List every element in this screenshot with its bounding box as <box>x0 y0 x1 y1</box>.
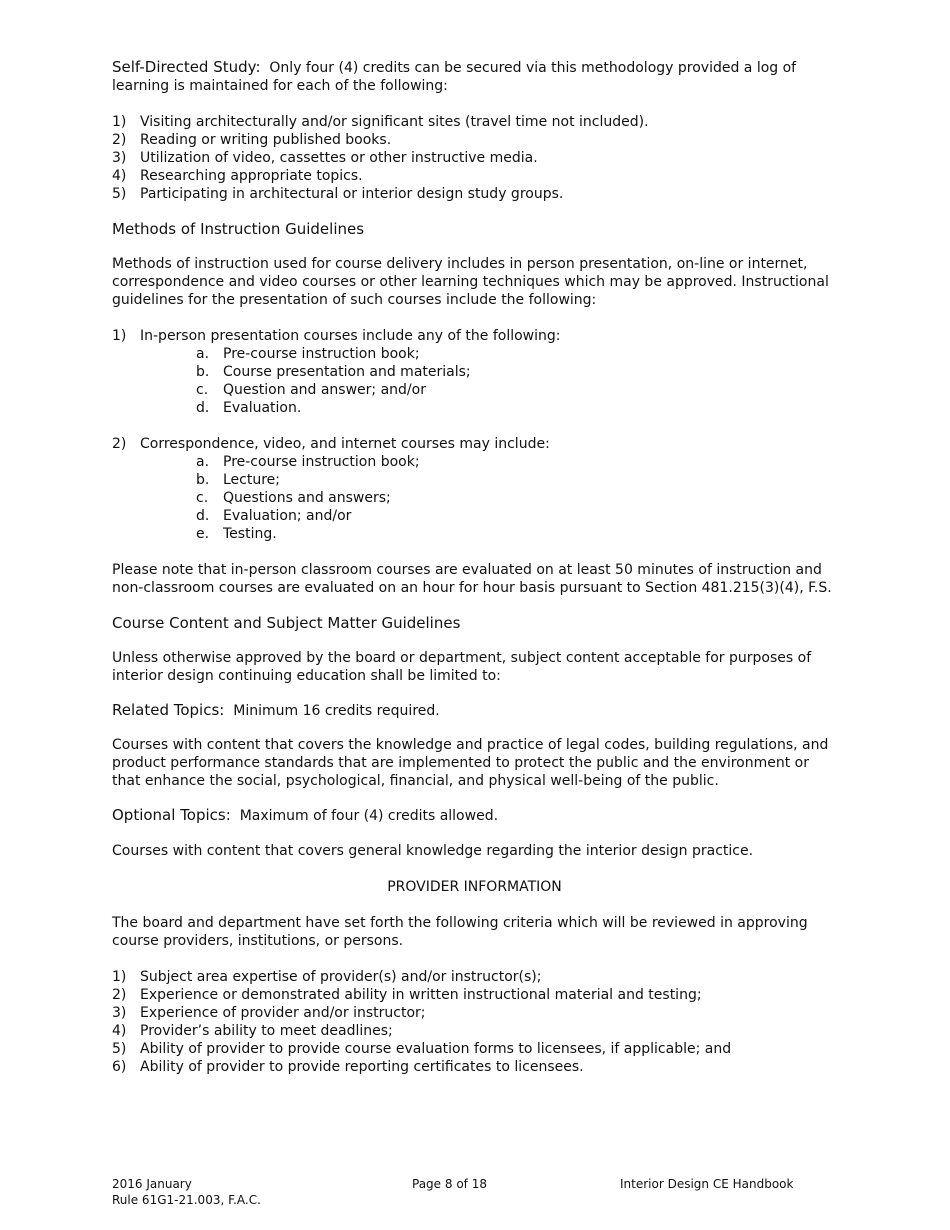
list-item: 3) Experience of provider and/or instructor; <box>112 1005 426 1021</box>
list-item: a. Pre-course instruction book; <box>196 454 420 470</box>
list-item: 4) Researching appropriate topics. <box>112 168 363 184</box>
self-directed-study-list <box>112 113 837 203</box>
optional-topics-label: Optional Topics: <box>112 806 231 824</box>
list-item: a. Pre-course instruction book; <box>196 346 420 362</box>
provider-information-heading: PROVIDER INFORMATION <box>387 879 562 895</box>
self-directed-study-label: Self-Directed Study: <box>112 58 261 76</box>
list-item: 1) Visiting architecturally and/or significant sites (travel time not included). <box>112 114 649 130</box>
related-topics-description: Courses with content that covers the knowledge and practice of legal codes, building regulations, and product performance standards that are implemented to protect the public and the environment or that enhance the social, psychological, financial, and physical well-being of the public. <box>112 737 829 789</box>
document-body <box>112 58 837 1076</box>
list-item: 5) Participating in architectural or interior design study groups. <box>112 186 564 202</box>
list-item: 1) In-person presentation courses include any of the following: <box>112 328 561 344</box>
list-item: c. Question and answer; and/or <box>196 382 426 398</box>
optional-topics-description: Courses with content that covers general knowledge regarding the interior design practice. <box>112 843 754 859</box>
provider-criteria-list <box>112 968 837 1076</box>
methods-heading: Methods of Instruction Guidelines <box>112 220 365 238</box>
related-topics-line <box>112 701 837 720</box>
self-directed-study-text: Only four (4) credits can be secured via this methodology provided a log of learning is maintained for each of the following: <box>112 60 797 94</box>
list-item: c. Questions and answers; <box>196 490 391 506</box>
list-item: d. Evaluation. <box>196 400 302 416</box>
list-item: 5) Ability of provider to provide course evaluation forms to licensees, if applicable; and <box>112 1041 732 1057</box>
provider-intro: The board and department have set forth the following criteria which will be reviewed in approving course providers, institutions, or persons. <box>112 915 808 949</box>
footer-handbook-title: Interior Design CE Handbook <box>620 1177 794 1191</box>
list-item: 2) Reading or writing published books. <box>112 132 392 148</box>
list-item: b. Lecture; <box>196 472 281 488</box>
list-item: 3) Utilization of video, cassettes or other instructive media. <box>112 150 538 166</box>
related-topics-label: Related Topics: <box>112 701 225 719</box>
list-item: 1) Subject area expertise of provider(s) and/or instructor(s); <box>112 969 542 985</box>
list-item: 4) Provider’s ability to meet deadlines; <box>112 1023 393 1039</box>
course-content-intro: Unless otherwise approved by the board or department, subject content acceptable for purposes of interior design continuing education shall be limited to: <box>112 650 812 684</box>
list-item: 2) Experience or demonstrated ability in written instructional material and testing; <box>112 987 702 1003</box>
footer-page-number: Page 8 of 18 <box>412 1177 487 1191</box>
list-item: b. Course presentation and materials; <box>196 364 471 380</box>
optional-topics-line <box>112 806 837 825</box>
list-item: 6) Ability of provider to provide reporting certificates to licensees. <box>112 1059 584 1075</box>
course-content-heading: Course Content and Subject Matter Guidelines <box>112 614 461 632</box>
evaluation-note: Please note that in-person classroom courses are evaluated on at least 50 minutes of instruction and non-classroom courses are evaluated on an hour for hour basis pursuant to Section 481.215(3)(4), F.S. <box>112 562 832 596</box>
related-topics-text: Minimum 16 credits required. <box>233 703 440 719</box>
optional-topics-text: Maximum of four (4) credits allowed. <box>239 808 499 824</box>
footer-left <box>112 1176 261 1208</box>
in-person-list <box>112 327 837 345</box>
list-item: e. Testing. <box>196 526 277 542</box>
footer-rule: Rule 61G1-21.003, F.A.C. <box>112 1193 261 1207</box>
list-item: 2) Correspondence, video, and internet courses may include: <box>112 436 550 452</box>
self-directed-study-paragraph <box>112 58 837 95</box>
methods-intro: Methods of instruction used for course delivery includes in person presentation, on-line or internet, correspondence and video courses or other learning techniques which may be approved. Instructional guidelines for the presentation of such courses include the following: <box>112 256 829 308</box>
correspondence-sublist <box>112 453 837 543</box>
correspondence-list <box>112 435 837 453</box>
footer-date: 2016 January <box>112 1177 192 1191</box>
list-item: d. Evaluation; and/or <box>196 508 352 524</box>
in-person-sublist <box>112 345 837 417</box>
